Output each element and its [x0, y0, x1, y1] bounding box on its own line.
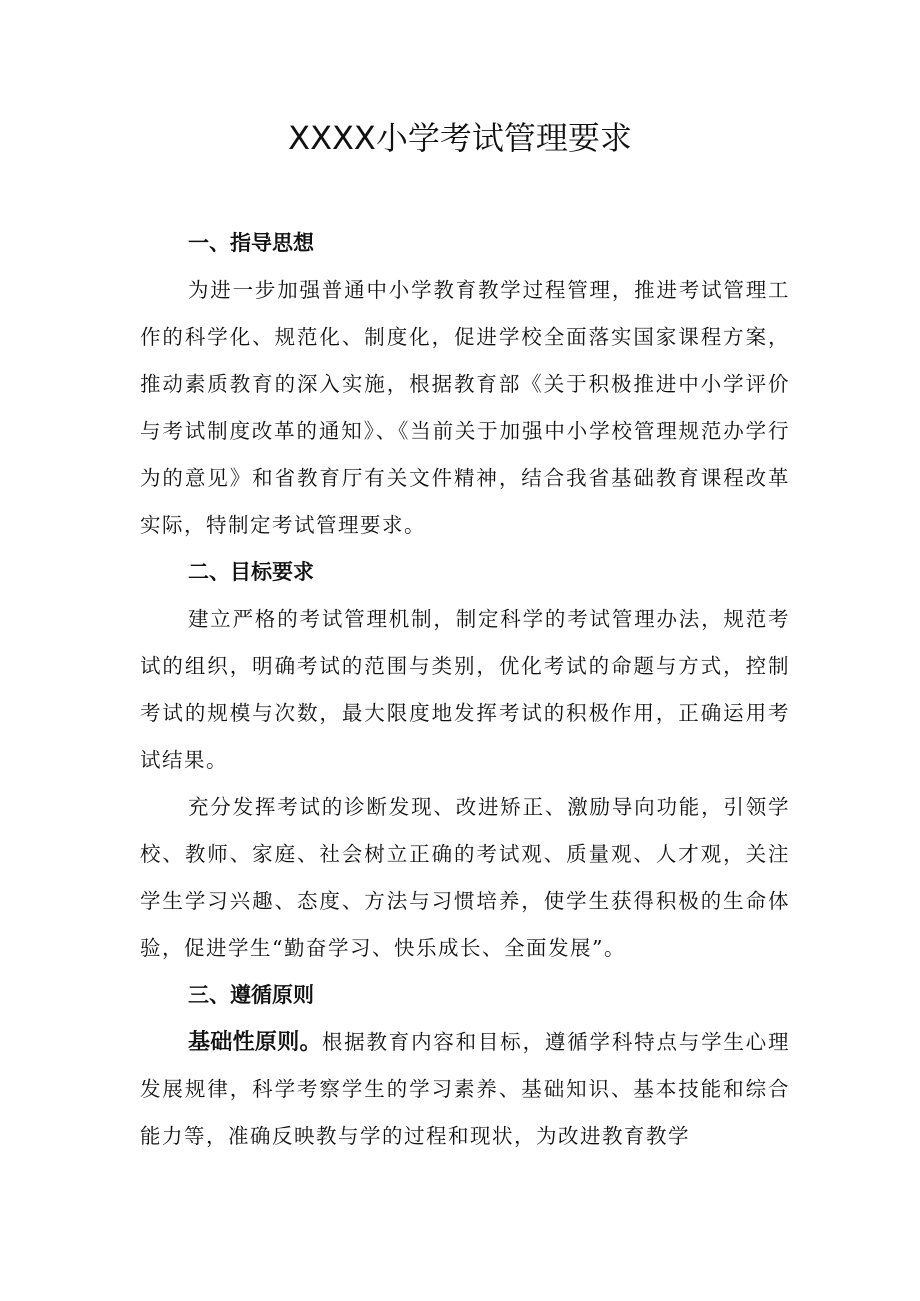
paragraph-basic-principle — [140, 1019, 790, 1160]
section-heading-guiding-ideology: 一、指导思想 — [188, 231, 314, 255]
paragraph-guiding-ideology: 为进一步加强普通中小学教育教学过程管理，推进考试管理工作的科学化、规范化、制度化，促进学校全面落实国家课程方案，推动素质教育的深入实施，根据教育部《关于积极推进中小学评价与考试制度改革的通知》、《当前关于加强中小学校管理规范办学行为的意见》和省教育厅有关文件精神，结合我省基础教育课程改革实际，特制定考试管理要求。 — [140, 278, 790, 537]
principle-lead: 基础性原则。 — [188, 1030, 322, 1055]
paragraph-goals-1: 建立严格的考试管理机制，制定科学的考试管理办法，规范考试的组织，明确考试的范围与类别，优化考试的命题与方式，控制考试的规模与次数，最大限度地发挥考试的积极作用，正确运用考试结果。 — [140, 607, 790, 772]
document-title: XXXX小学考试管理要求 — [288, 119, 632, 157]
section-heading-principles: 三、遵循原则 — [188, 983, 314, 1007]
document-body — [140, 220, 790, 1160]
section-heading-goals: 二、目标要求 — [188, 560, 314, 584]
principle-text: 根据教育内容和目标，遵循学科特点与学生心理发展规律，科学考察学生的学习素养、基础知识、基本技能和综合能力等，准确反映教与学的过程和现状，为改进教育教学 — [140, 1030, 790, 1148]
paragraph-goals-2: 充分发挥考试的诊断发现、改进矫正、激励导向功能，引领学校、教师、家庭、社会树立正确的考试观、质量观、人才观，关注学生学习兴趣、态度、方法与习惯培养，使学生获得积极的生命体验，促进学生“勤奋学习、快乐成长、全面发展”。 — [140, 795, 790, 960]
